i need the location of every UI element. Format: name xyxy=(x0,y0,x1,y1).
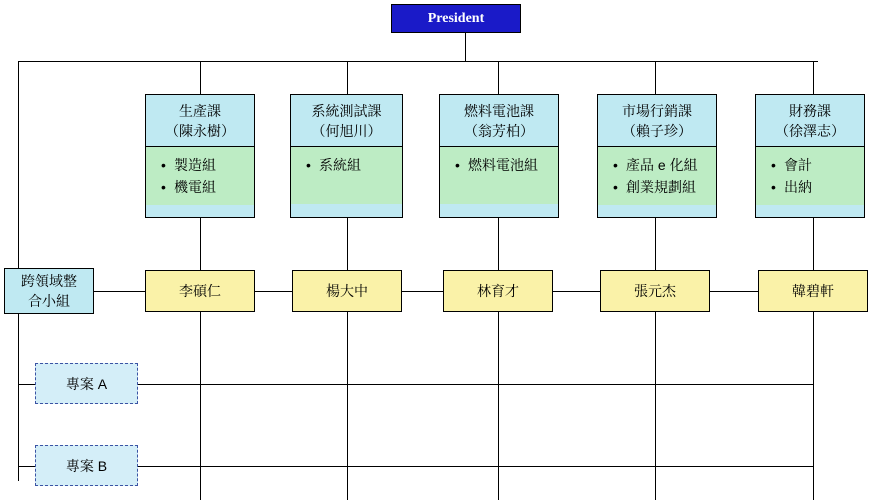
department-box-5[interactable] xyxy=(755,94,865,218)
department-manager-4: （賴子珍） xyxy=(622,123,692,140)
connector-president-stem xyxy=(465,33,466,61)
department-box-2[interactable] xyxy=(290,94,403,218)
project-label: 專案 A xyxy=(65,375,108,392)
team-item: • 製造組 xyxy=(174,154,250,176)
department-header-3 xyxy=(440,95,558,146)
department-box-1[interactable] xyxy=(145,94,255,218)
connector-dept-stem-4 xyxy=(655,61,656,94)
connector-column-line-1 xyxy=(200,218,201,500)
project-label: 專案 B xyxy=(65,457,108,474)
team-item: • 系統組 xyxy=(319,154,398,176)
connector-dept-stem-5 xyxy=(813,61,814,94)
department-name-5: 財務課 xyxy=(789,103,831,119)
team-item: • 燃料電池組 xyxy=(468,154,554,176)
member-label: 張元杰 xyxy=(634,283,676,299)
team-item: • 產品 e 化組 xyxy=(626,154,712,176)
department-teams-1 xyxy=(146,146,254,206)
connector-column-line-3 xyxy=(498,218,499,500)
member-box-3[interactable] xyxy=(443,270,553,312)
president-label: President xyxy=(427,10,485,26)
department-name-3: 燃料電池課 xyxy=(464,103,534,119)
connector-dept-stem-3 xyxy=(498,61,499,94)
team-item: • 機電組 xyxy=(174,176,250,198)
connector-dept-stem-1 xyxy=(200,61,201,94)
department-header-1 xyxy=(146,95,254,146)
member-box-4[interactable] xyxy=(600,270,710,312)
department-teams-4 xyxy=(598,146,716,206)
department-name-1: 生產課 xyxy=(179,103,221,119)
department-teams-3 xyxy=(440,146,558,204)
team-item: • 創業規劃組 xyxy=(626,176,712,198)
integration-group-label-line1: 跨領域整 xyxy=(21,272,77,289)
department-teams-5 xyxy=(756,146,864,206)
department-header-2 xyxy=(291,95,402,146)
member-label: 李碩仁 xyxy=(179,283,221,299)
project-box-a[interactable] xyxy=(35,363,138,404)
connector-column-line-4 xyxy=(655,218,656,500)
connector-column-line-2 xyxy=(347,218,348,500)
department-manager-2: （何旭川） xyxy=(311,123,382,140)
department-manager-5: （徐澤志） xyxy=(775,123,845,140)
connector-dept-stem-2 xyxy=(347,61,348,94)
department-manager-3: （翁芳柏） xyxy=(464,123,534,140)
department-name-2: 系統測試課 xyxy=(311,103,382,119)
department-box-3[interactable] xyxy=(439,94,559,218)
department-name-4: 市場行銷課 xyxy=(622,103,692,119)
team-item: • 出納 xyxy=(784,176,860,198)
department-box-4[interactable] xyxy=(597,94,717,218)
integration-group-box[interactable] xyxy=(4,268,94,314)
department-manager-1: （陳永樹） xyxy=(165,123,235,140)
member-box-2[interactable] xyxy=(292,270,402,312)
member-box-1[interactable] xyxy=(145,270,255,312)
project-box-b[interactable] xyxy=(35,445,138,486)
connector-main-bus xyxy=(18,61,818,62)
team-item: • 會計 xyxy=(784,154,860,176)
department-teams-2 xyxy=(291,146,402,204)
connector-column-line-5 xyxy=(813,218,814,500)
member-label: 韓碧軒 xyxy=(792,283,834,299)
member-label: 林育才 xyxy=(477,283,519,299)
member-box-5[interactable] xyxy=(758,270,868,312)
department-header-4 xyxy=(598,95,716,146)
department-header-5 xyxy=(756,95,864,146)
president-box[interactable] xyxy=(391,4,521,33)
member-label: 楊大中 xyxy=(326,283,368,299)
integration-group-label-line2: 合小組 xyxy=(28,293,70,309)
